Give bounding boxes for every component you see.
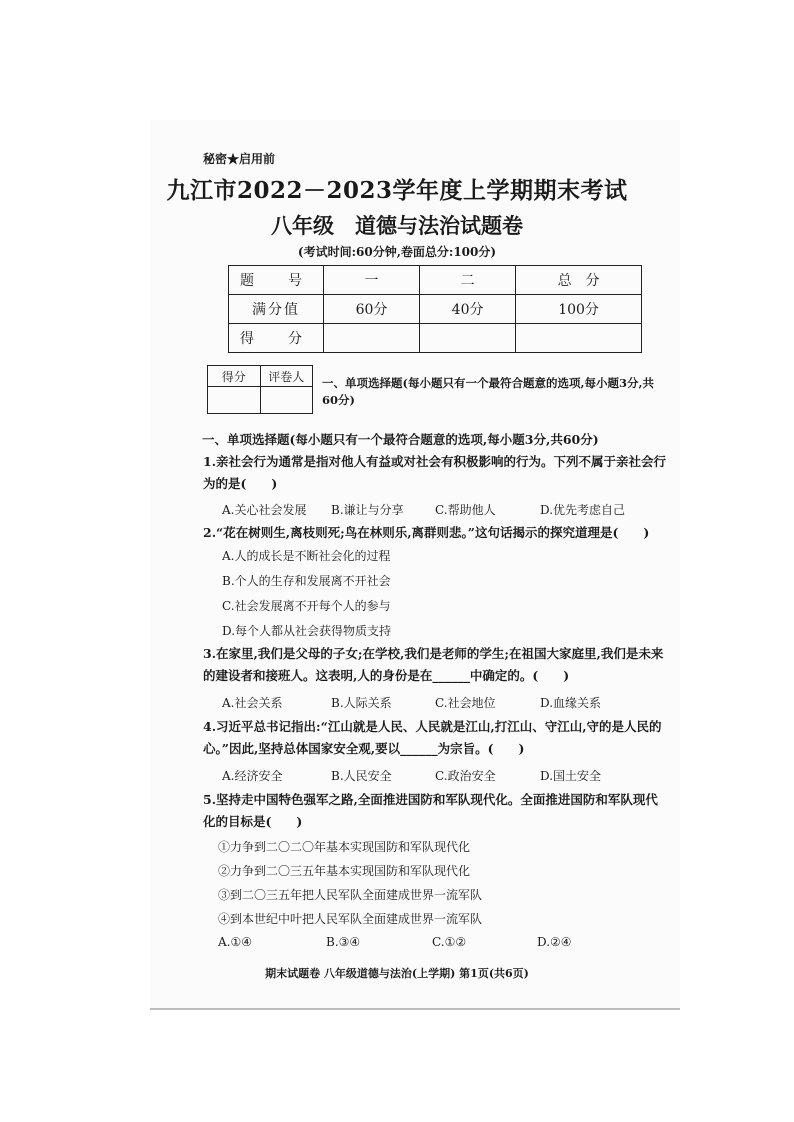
table-cell	[324, 324, 420, 353]
question-1-option-a: A.关心社会发展	[222, 503, 307, 517]
table-row	[229, 295, 642, 324]
exam-info: (考试时间:60分钟,卷面总分:100分)	[297, 245, 497, 259]
table-cell	[420, 324, 516, 353]
table-cell: 题 号	[229, 266, 324, 295]
question-2-option-c: C.社会发展离不开每个人的参与	[222, 599, 391, 613]
exam-title: 九江市2022－2023学年度上学期期末考试	[166, 177, 628, 204]
question-3-option-b: B.人际关系	[331, 696, 392, 710]
section-heading: 一、单项选择题(每小题只有一个最符合题意的选项,每小题3分,共60分)	[202, 432, 599, 447]
question-5-item-4: ④到本世纪中叶把人民军队全面建成世界一流军队	[218, 912, 483, 926]
table-row	[229, 324, 642, 353]
table-row	[208, 387, 313, 414]
question-5-stem: 5.坚持走中国特色强军之路,全面推进国防和军队现代化。全面推进国防和军队现代化的目标是( )	[203, 792, 658, 829]
grader-table	[207, 365, 313, 414]
question-2-option-d: D.每个人都从社会获得物质支持	[222, 624, 392, 638]
question-5-option-c: C.①②	[432, 935, 467, 949]
table-cell	[260, 387, 313, 414]
question-4-option-a: A.经济安全	[222, 769, 283, 783]
exam-subtitle: 八年级 道德与法治试题卷	[271, 213, 523, 238]
question-5-item-1: ①力争到二〇二〇年基本实现国防和军队现代化	[218, 840, 471, 854]
question-5-option-a: A.①④	[218, 935, 252, 949]
table-cell: 60分	[324, 295, 420, 324]
table-cell: 满分值	[229, 295, 324, 324]
question-4-option-b: B.人民安全	[331, 769, 392, 783]
section-heading-inline: 一、单项选择题(每小题只有一个最符合题意的选项,每小题3分,共60分)	[322, 376, 654, 407]
question-5-item-3: ③到二〇三五年把人民军队全面建成世界一流军队	[218, 888, 483, 902]
table-cell: 一	[324, 266, 420, 295]
table-row	[229, 266, 642, 295]
question-1-option-b: B.谦让与分享	[331, 503, 404, 517]
question-1-option-c: C.帮助他人	[435, 503, 496, 517]
table-cell: 100分	[516, 295, 642, 324]
question-1-stem: 1.亲社会行为通常是指对他人有益或对社会有积极影响的行为。下列不属于亲社会行为的是( )	[203, 454, 667, 491]
question-3-option-d: D.血缘关系	[540, 696, 602, 710]
question-5-option-b: B.③④	[326, 935, 361, 949]
score-table	[228, 265, 642, 353]
question-5-item-2: ②力争到二〇三五年基本实现国防和军队现代化	[218, 864, 471, 878]
question-5-option-d: D.②④	[537, 935, 572, 949]
table-cell: 得 分	[229, 324, 324, 353]
table-cell: 总 分	[516, 266, 642, 295]
table-cell: 得分	[208, 366, 261, 387]
question-2-stem: 2.“花在树则生,离枝则死;鸟在林则乐,离群则悲。”这句话揭示的探究道理是( )	[203, 525, 650, 540]
question-3-option-a: A.社会关系	[222, 696, 283, 710]
question-2-option-b: B.个人的生存和发展离不开社会	[222, 574, 391, 588]
question-1-option-d: D.优先考虑自己	[540, 503, 626, 517]
page-footer: 期末试题卷 八年级道德与法治(上学期) 第1页(共6页)	[265, 967, 529, 980]
table-cell: 评卷人	[260, 366, 313, 387]
question-4-option-c: C.政治安全	[435, 769, 496, 783]
table-cell: 40分	[420, 295, 516, 324]
question-2-option-a: A.人的成长是不断社会化的过程	[222, 549, 391, 563]
table-cell	[516, 324, 642, 353]
confidential-label: 秘密★启用前	[203, 152, 276, 166]
question-4-stem: 4.习近平总书记指出:“江山就是人民、人民就是江山,打江山、守江山,守的是人民的心。”因此,坚持总体国家安全观,要以______为宗旨。( )	[203, 719, 662, 756]
question-4-option-d: D.国土安全	[540, 769, 602, 783]
question-3-option-c: C.社会地位	[435, 696, 496, 710]
table-row	[208, 366, 313, 387]
question-3-stem: 3.在家里,我们是父母的子女;在学校,我们是老师的学生;在祖国大家庭里,我们是未来的建设者和接班人。这表明,人的身份是在______中确定的。( )	[203, 646, 664, 683]
table-cell: 二	[420, 266, 516, 295]
table-cell	[208, 387, 261, 414]
page-edge-divider	[150, 1008, 680, 1010]
